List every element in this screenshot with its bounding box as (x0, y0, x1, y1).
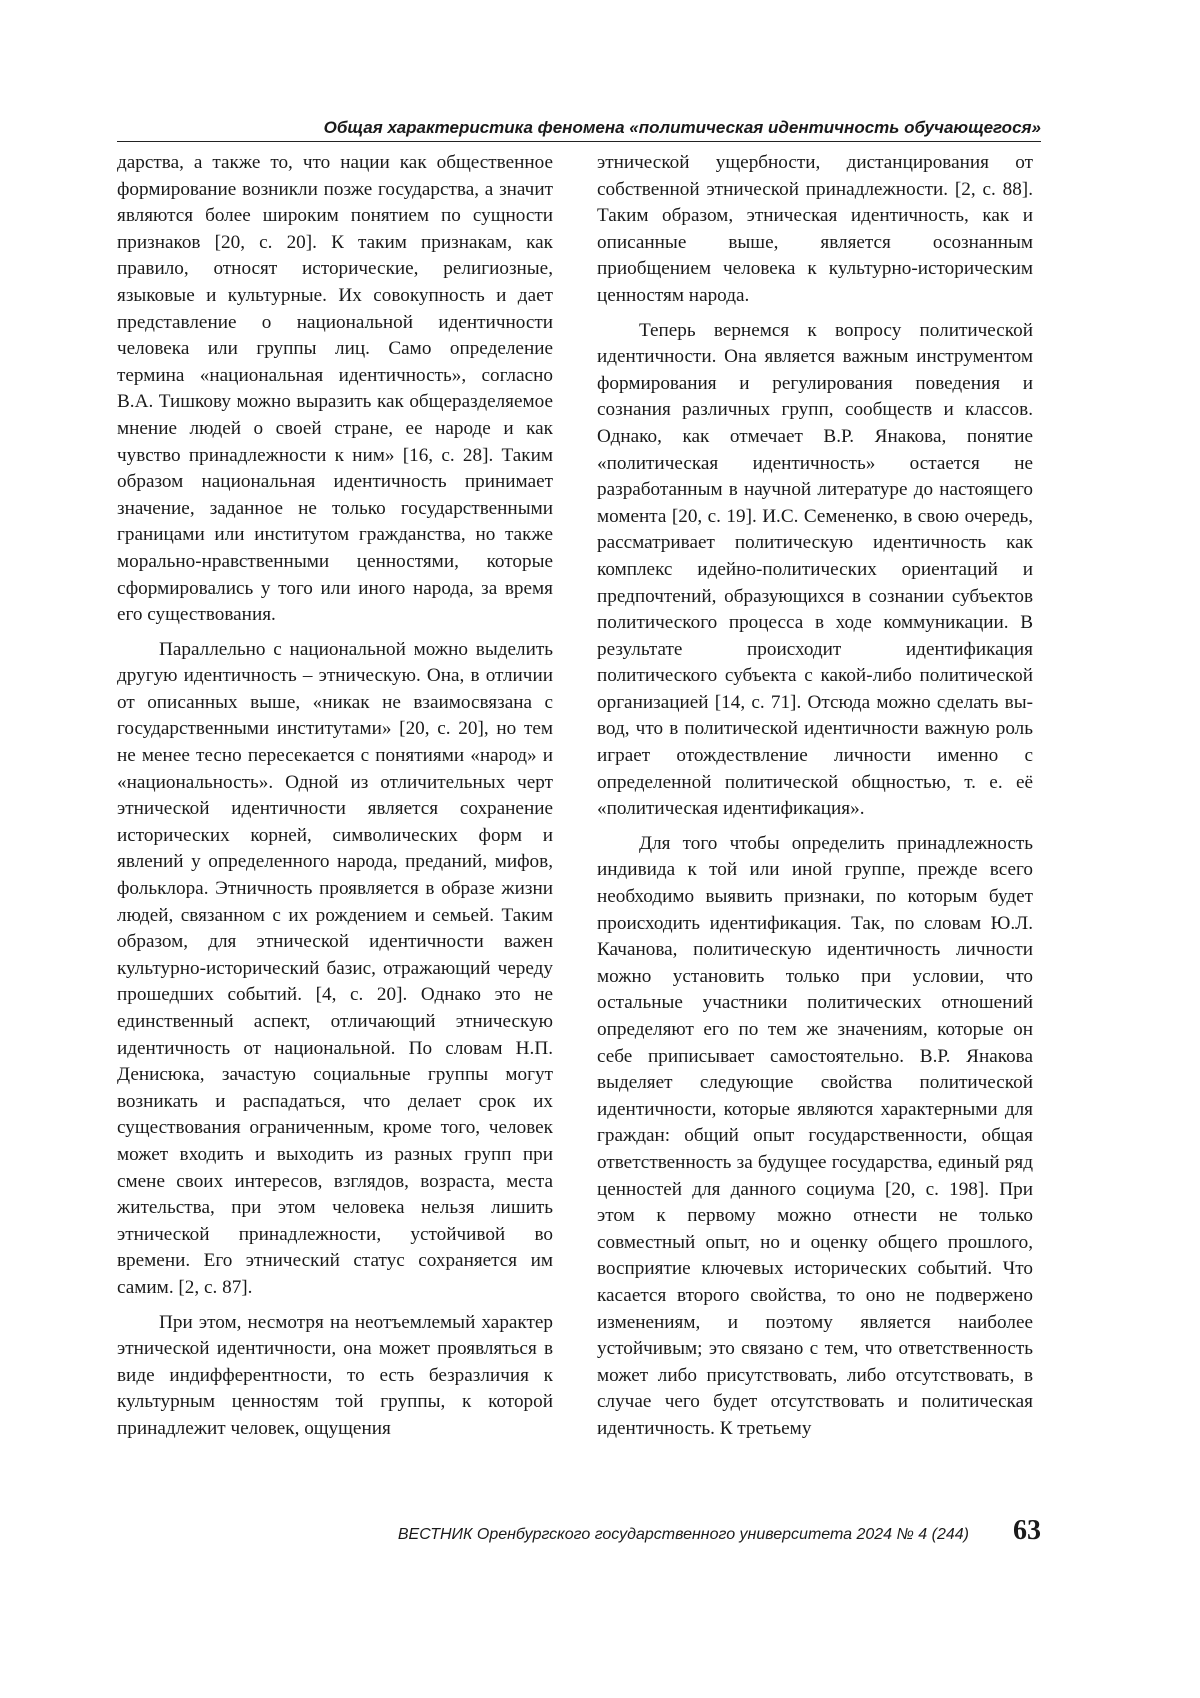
left-column (117, 150, 553, 1443)
paragraph-political-identity: Теперь вернемся к вопросу политической идентичности. Она является важным инструментом формирования и регулирования поведения и сознания различных групп, сообществ и классов. Однако, как отмечает В.Р. Янакова, понятие «политическая идентичность» остается не разработанным в научной литературе до настоящего момента [20, с. 19]. И.С. Семененко, в свою очередь, рассматривает политическую идентичность как комплекс идейно-политических ориентаций и предпочтений, образующихся в сознании субъектов политического процесса в ходе коммуникации. В результате происходит идентификация политического субъекта с какой-либо политической организацией [14, с. 71]. Отсюда можно сделать вывод, что в политической идентичности важную роль играет отождествление личности именно с определенной политической общностью, т. е. её «политическая идентификация». (597, 319, 1033, 820)
header-rule (117, 141, 1041, 142)
paragraph-ethnic-identity: Параллельно с национальной можно выделить другую идентичность – этническую. Она, в отличии от описанных выше, «никак не взаимосвязана с государственными институтами» [20, с. 20], но тем не менее тесно пересекается с понятиями «народ» и «национальность». Одной из отличительных черт этнической идентичности является сохранение исторических корней, символических форм и явлений у определенного народа, преданий, мифов, фольклора. Этничность проявляется в образе жизни людей, связанном с их рождением и семьей. Таким образом, для этнической идентичности важен культурно-исторический базис, отражающий череду прошедших событий. [4, с. 20]. Однако это не единственный аспект, отличающий этническую идентичность от национальной. По словам Н.П. Денисюка, зачастую социальные группы могут возникать и распадаться, что делает срок их существования ограниченным, кроме того, человек может входить и выходить из разных групп при смене своих интересов, взглядов, возраста, места жительства, при этом человека нельзя лишить этнической принадлежности, устойчивой во времени. Его этнический статус сохраняется им самим. [2, с. 87]. (117, 638, 553, 1298)
journal-title: ВЕСТНИК Оренбургского государственного университета 2024 № 4 (244) (397, 1526, 969, 1543)
running-header: Общая характеристика феномена «политическая идентичность обучающегося» (323, 118, 1041, 137)
paragraph-continued-right: этнической ущербности, дистанцирования от собственной этнической принадлежности. [2, с. 88]. Таким образом, этническая идентичность, как и описанные выше, является осознанным приобщением человека к культурно-историческим ценностям народа. (597, 152, 1033, 306)
page-footer (117, 1515, 1041, 1547)
page-number: 63 (1013, 1515, 1041, 1546)
paragraph-continued: дарства, а также то, что нации как общественное формирование возникли позже государства, а значит являются более широким понятием по сущности признаков [20, с. 20]. К таким признакам, как правило, относят исторические, религиозные, языковые и культурные. Их совокупность и дает представление о национальной идентичности человека или группы лиц. Само определение термина «национальная идентичность», согласно В.А. Тишкову можно выразить как общеразделяемое мнение людей о своей стране, ее народе и как чувство принадлежности к ним» [16, с. 28]. Таким образом национальная идентичность принимает значение, заданное не только государственными границами или институтом гражданства, но также морально-нравственными ценностями, которые сформировались у того или иного народа, за время его существования. (117, 152, 553, 626)
paragraph-group-belonging: Для того чтобы определить принадлежность индивида к той или иной группе, прежде всего необходимо выявить признаки, по которым будет происходить идентификация. Так, по словам Ю.Л. Качанова, политическую идентичность личности можно установить только при условии, что остальные участники политических отношений определяют его по тем же значениям, которые он себе приписывает самостоятельно. В.Р. Янакова выделяет следующие свойства политической идентичности, которые являются характерными для граждан: общий опыт государственности, общая ответственность за будущее государства, единый ряд ценностей для данного социума [20, с. 198]. При этом к первому можно отнести не только совместный опыт, но и оценку общего прошлого, восприятие ключевых исторических событий. Что касается второго свойства, то оно не подвержено изменениям, и поэтому является наиболее устойчивым; это связано с тем, что ответственность может либо присутствовать, либо отсутствовать, в случае чего будет отсутствовать и политическая идентичность. К третьему (597, 832, 1033, 1439)
right-column (597, 150, 1033, 1443)
paragraph-indifference: При этом, несмотря на неотъемлемый характер этнической идентичности, она может проявляться в виде индифферентности, то есть безразличия к культурным ценностям той группы, к которой принадлежит человек, ощущения (117, 1311, 553, 1439)
